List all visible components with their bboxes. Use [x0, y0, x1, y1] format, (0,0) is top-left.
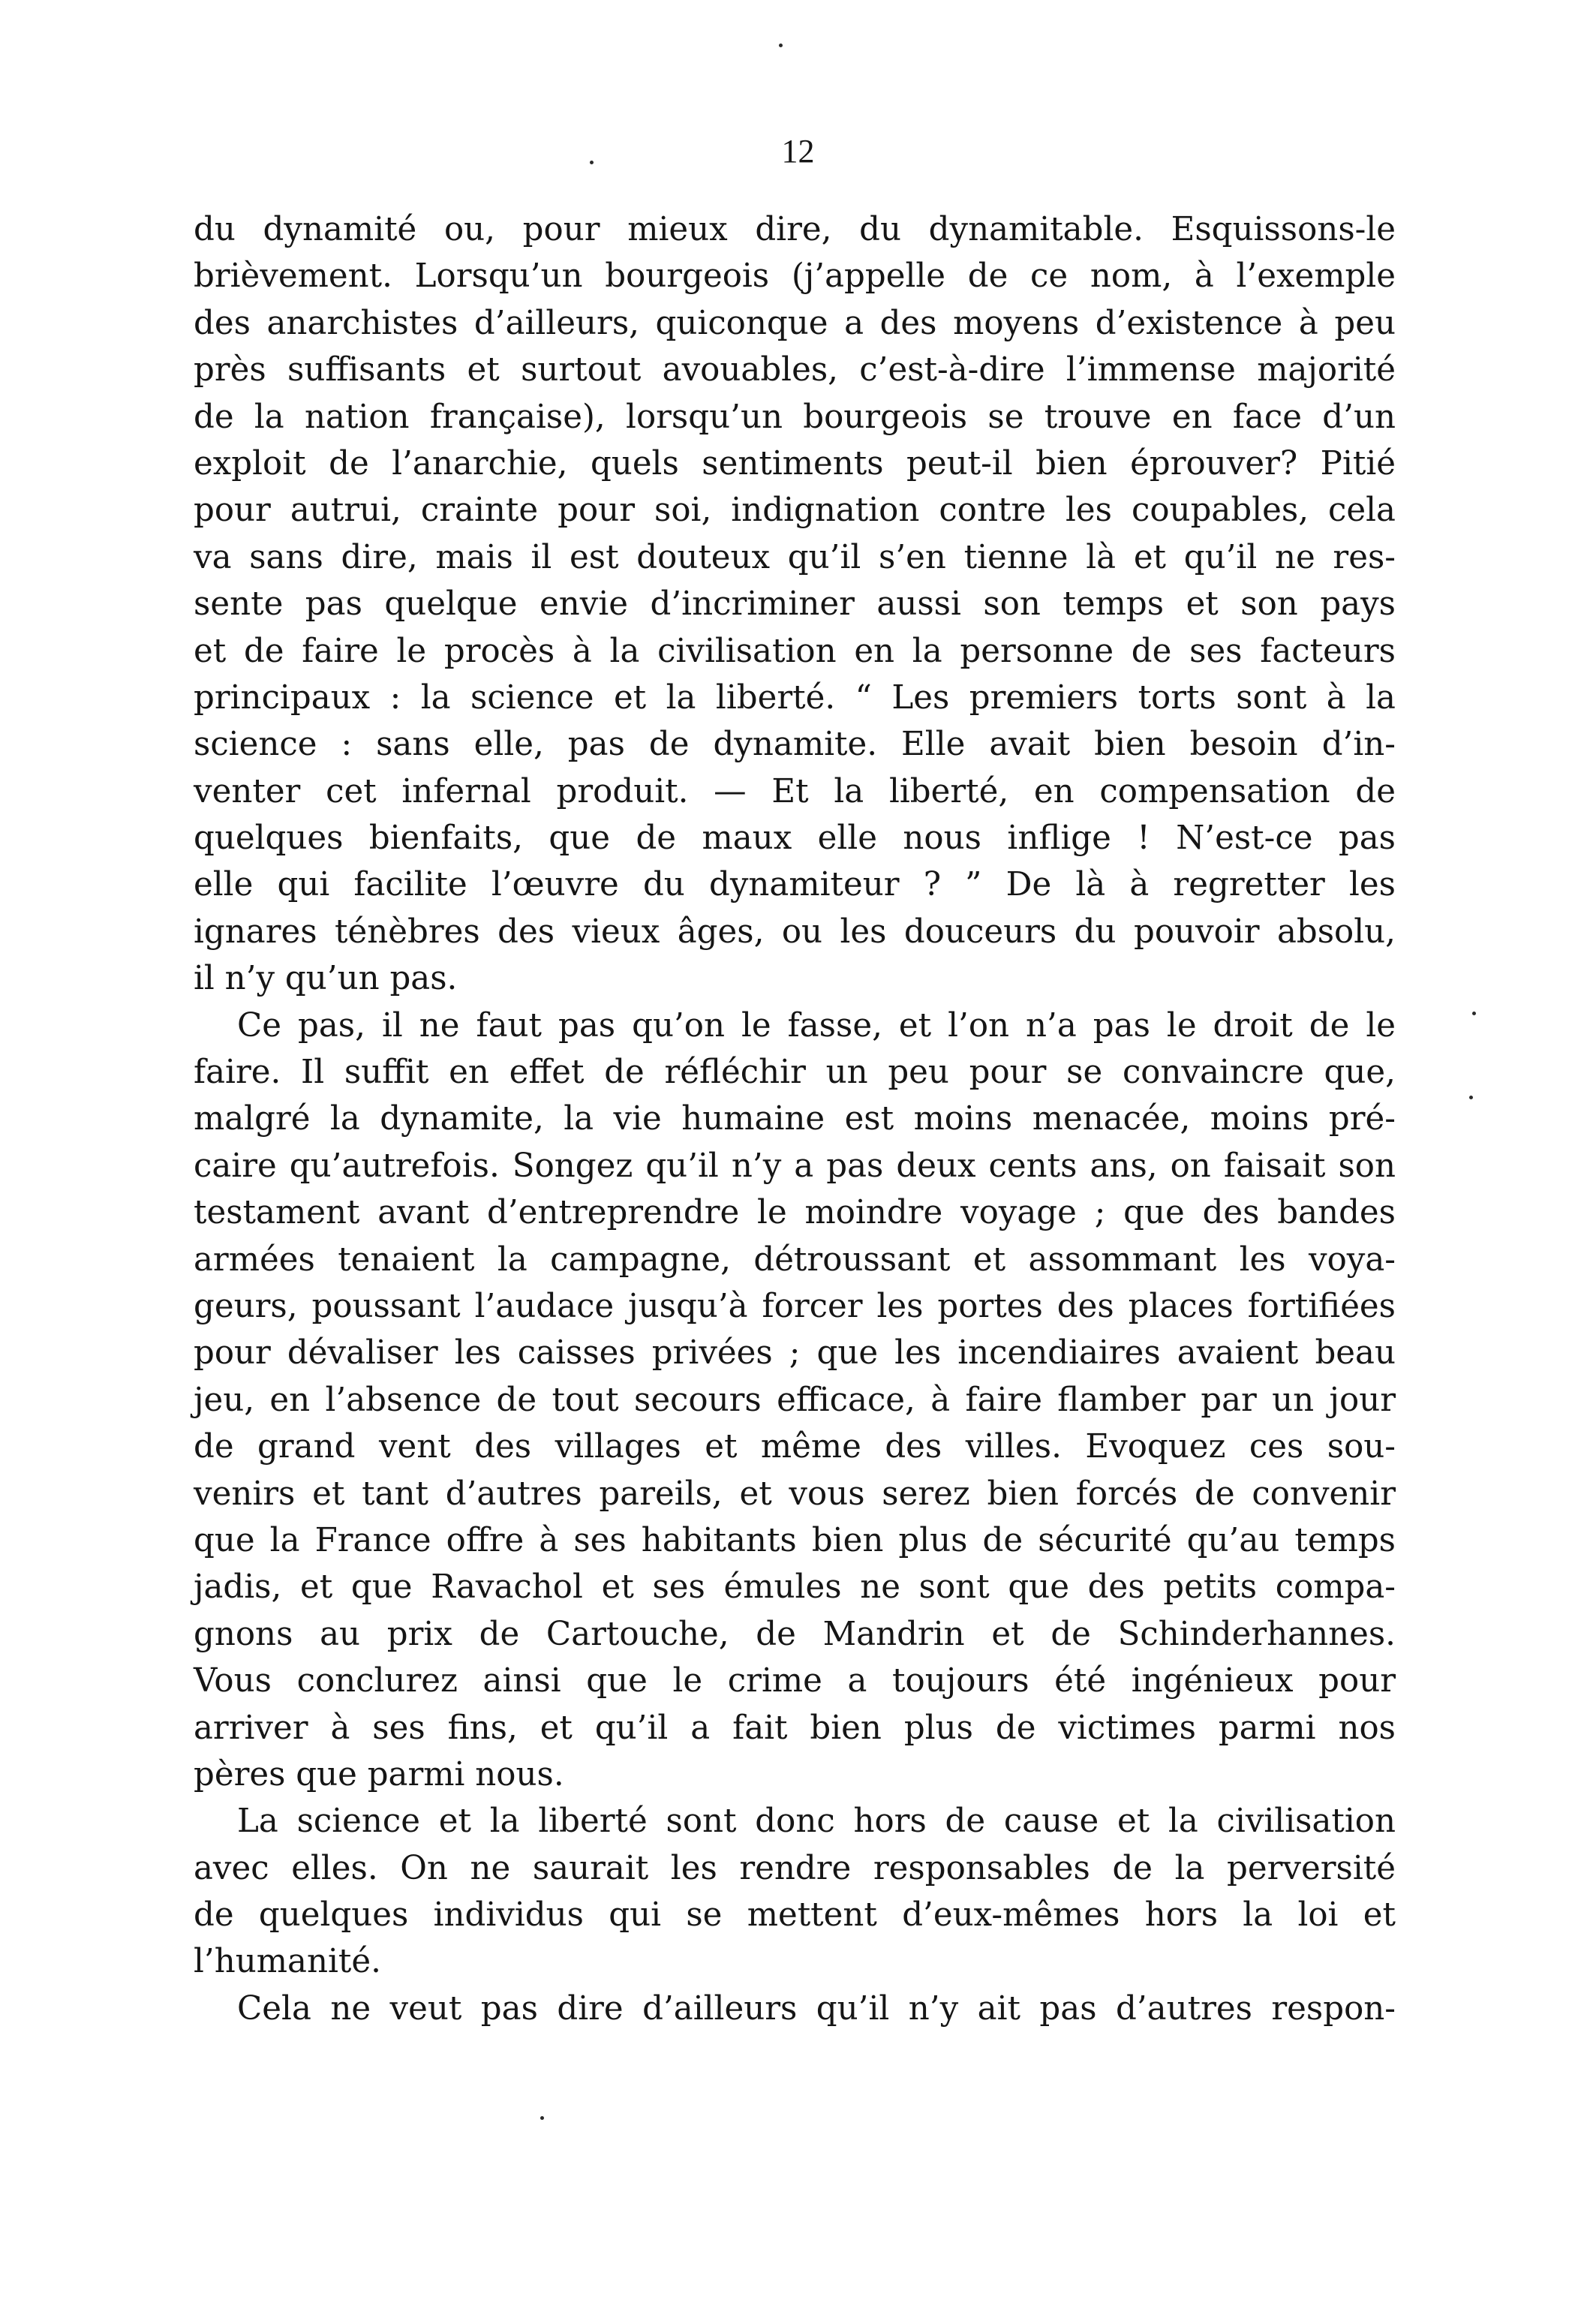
text-line: ignares ténèbres des vieux âges, ou les douceurs du pouvoir absolu, [194, 912, 1396, 951]
text-line: gnons au prix de Cartouche, de Mandrin et de Schinderhannes. [194, 1615, 1396, 1653]
text-line: jadis, et que Ravachol et ses émules ne sont que des petits compa- [194, 1568, 1396, 1607]
scan-speck [1469, 1096, 1473, 1099]
paragraph [194, 1003, 1396, 1799]
text-line: avec elles. On ne saurait les rendre responsables de la perversité [194, 1849, 1396, 1887]
paragraph [194, 1986, 1396, 2032]
text-line: Vous conclurez ainsi que le crime a toujours été ingénieux pour [194, 1662, 1396, 1700]
page-number: 12 [781, 133, 815, 170]
text-line: de grand vent des villages et même des villes. Evoquez ces sou- [194, 1428, 1396, 1466]
text-line: venter cet infernal produit. — Et la liberté, en compensation de [194, 772, 1396, 810]
text-line: il n’y qu’un pas. [194, 960, 458, 998]
text-line: testament avant d’entreprendre le moindre voyage ; que des bandes [194, 1194, 1396, 1232]
text-line: pères que parmi nous. [194, 1755, 564, 1793]
text-line: pour autrui, crainte pour soi, indignation contre les coupables, cela [194, 492, 1396, 530]
text-line: La science et la liberté sont donc hors de cause et la civilisation [237, 1802, 1396, 1841]
text-line: que la France offre à ses habitants bien plus de sécurité qu’au temps [194, 1521, 1396, 1559]
text-line: pour dévaliser les caisses privées ; que les incendiaires avaient beau [194, 1334, 1396, 1372]
text-line: l’humanité. [194, 1943, 381, 1981]
scan-speck [779, 44, 783, 47]
text-line: malgré la dynamite, la vie humaine est moins menacée, moins pré- [194, 1100, 1396, 1138]
body-text [194, 206, 1396, 2032]
scan-speck [1472, 1012, 1476, 1015]
scan-speck [540, 2116, 544, 2120]
text-line: venirs et tant d’autres pareils, et vous serez bien forcés de convenir [194, 1475, 1396, 1513]
text-line: des anarchistes d’ailleurs, quiconque a des moyens d’existence à peu [194, 304, 1396, 342]
text-line: jeu, en l’absence de tout secours efficace, à faire flamber par un jour [194, 1381, 1396, 1419]
text-line: va sans dire, mais il est douteux qu’il s’en tienne là et qu’il ne res- [194, 538, 1396, 576]
text-line: elle qui facilite l’œuvre du dynamiteur ? ” De là à regretter les [194, 866, 1396, 904]
text-line: brièvement. Lorsqu’un bourgeois (j’appelle de ce nom, à l’exemple [194, 257, 1396, 296]
text-line: caire qu’autrefois. Songez qu’il n’y a pas deux cents ans, on faisait son [194, 1147, 1396, 1185]
text-line: près suffisants et surtout avouables, c’est-à-dire l’immense majorité [194, 351, 1396, 389]
text-line: arriver à ses fins, et qu’il a fait bien plus de victimes parmi nos [194, 1709, 1396, 1747]
text-line: science : sans elle, pas de dynamite. Elle avait bien besoin d’in- [194, 726, 1396, 764]
scan-speck [590, 161, 594, 164]
text-line: quelques bienfaits, que de maux elle nous inflige ! N’est-ce pas [194, 819, 1396, 858]
paragraph [194, 206, 1396, 1003]
text-line: exploit de l’anarchie, quels sentiments peut-il bien éprouver? Pitié [194, 444, 1396, 483]
text-line: principaux : la science et la liberté. “ Les premiers torts sont à la [194, 678, 1396, 717]
text-line: Cela ne veut pas dire d’ailleurs qu’il n’y ait pas d’autres respon- [237, 1989, 1396, 2028]
text-line: armées tenaient la campagne, détroussant et assommant les voya- [194, 1240, 1396, 1279]
text-line: faire. Il suffit en effet de réfléchir un peu pour se convaincre que, [194, 1054, 1396, 1092]
text-line: de la nation française), lorsqu’un bourgeois se trouve en face d’un [194, 398, 1396, 436]
text-line: et de faire le procès à la civilisation en la personne de ses facteurs [194, 632, 1396, 670]
text-line: Ce pas, il ne faut pas qu’on le fasse, et l’on n’a pas le droit de le [237, 1006, 1396, 1045]
text-line: geurs, poussant l’audace jusqu’à forcer les portes des places fortifiées [194, 1287, 1396, 1325]
text-line: sente pas quelque envie d’incriminer aussi son temps et son pays [194, 585, 1396, 624]
paragraph [194, 1798, 1396, 1986]
text-line: du dynamité ou, pour mieux dire, du dynamitable. Esquissons-le [194, 211, 1396, 248]
text-line: de quelques individus qui se mettent d’eux-mêmes hors la loi et [194, 1896, 1396, 1935]
